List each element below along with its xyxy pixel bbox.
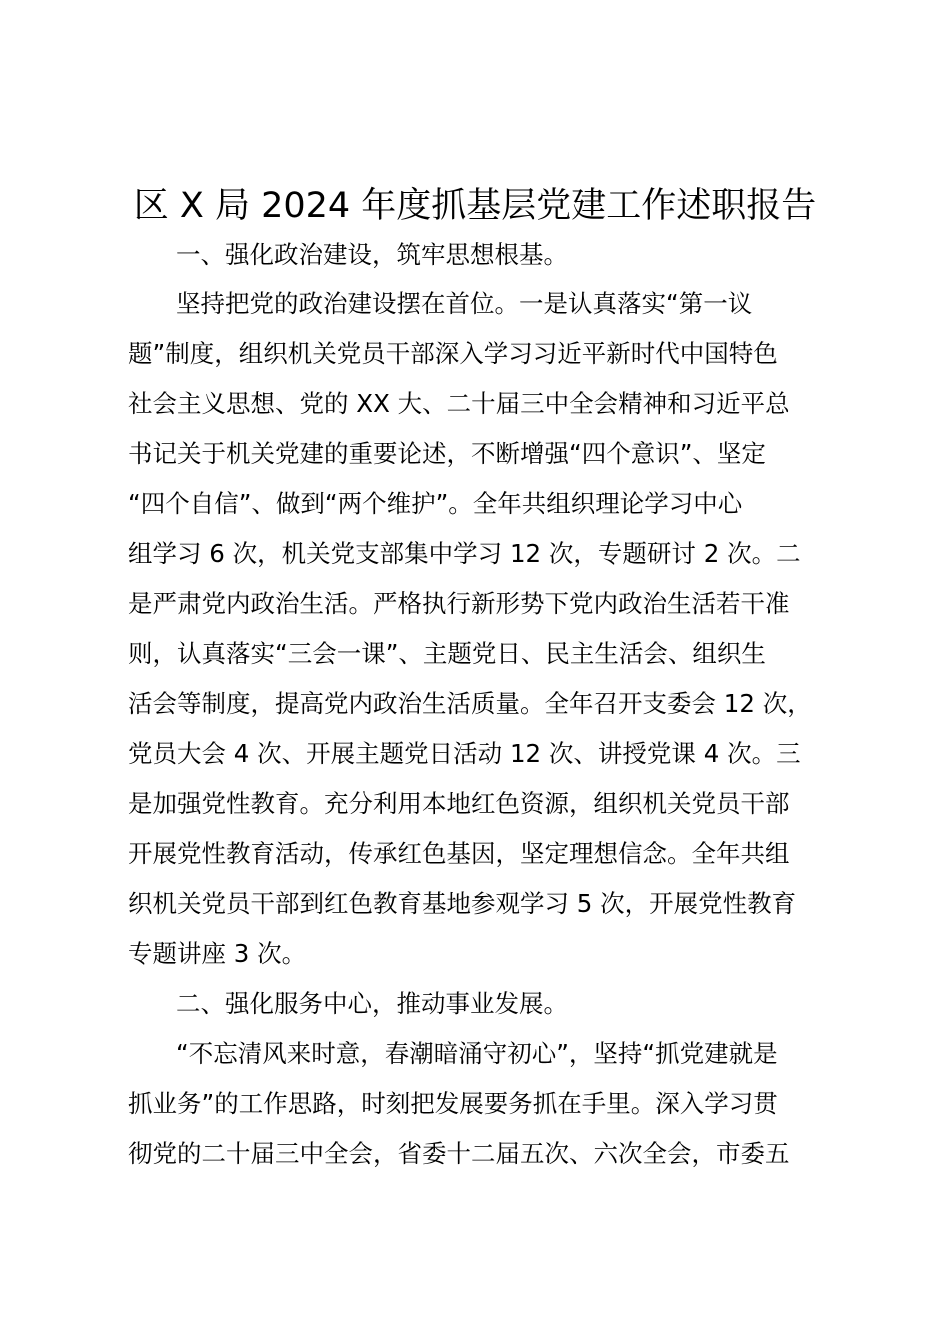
paragraph-line: 则，认真落实“三会一课”、主题党日、民主生活会、组织生: [128, 639, 766, 668]
paragraph-line: 书记关于机关党建的重要论述，不断增强“四个意识”、坚定: [128, 439, 766, 468]
paragraph-line: 组学习 6 次，机关党支部集中学习 12 次，专题研讨 2 次。二: [128, 539, 801, 568]
paragraph-line: 是加强党性教育。充分利用本地红色资源，组织机关党员干部: [128, 789, 790, 818]
paragraph-line: “不忘清风来时意，春潮暗涌守初心”，坚持“抓党建就是: [176, 1039, 778, 1068]
paragraph-line: 活会等制度，提高党内政治生活质量。全年召开支委会 12 次，: [128, 689, 812, 718]
paragraph-line: 彻党的二十届三中全会，省委十二届五次、六次全会，市委五: [128, 1139, 790, 1168]
document-title: 区 X 局 2024 年度抓基层党建工作述职报告: [133, 186, 817, 226]
paragraph-line: 织机关党员干部到红色教育基地参观学习 5 次，开展党性教育: [128, 889, 797, 918]
paragraph-line: 是严肃党内政治生活。严格执行新形势下党内政治生活若干准: [128, 589, 790, 618]
section-heading-1: 一、强化政治建设，筑牢思想根基。: [176, 240, 568, 269]
section-heading-2: 二、强化服务中心，推动事业发展。: [176, 989, 568, 1018]
paragraph-line: 抓业务”的工作思路，时刻把发展要务抓在手里。深入学习贯: [128, 1089, 778, 1118]
paragraph-line: 开展党性教育活动，传承红色基因，坚定理想信念。全年共组: [128, 839, 790, 868]
paragraph-line: “四个自信”、做到“两个维护”。全年共组织理论学习中心: [128, 489, 743, 518]
paragraph-line: 专题讲座 3 次。: [128, 939, 307, 968]
paragraph-line: 党员大会 4 次、开展主题党日活动 12 次、讲授党课 4 次。三: [128, 739, 801, 768]
paragraph-line: 坚持把党的政治建设摆在首位。一是认真落实“第一议: [176, 289, 753, 318]
paragraph-line: 题”制度，组织机关党员干部深入学习习近平新时代中国特色: [128, 339, 778, 368]
paragraph-line: 社会主义思想、党的 XX 大、二十届三中全会精神和习近平总: [128, 389, 790, 418]
